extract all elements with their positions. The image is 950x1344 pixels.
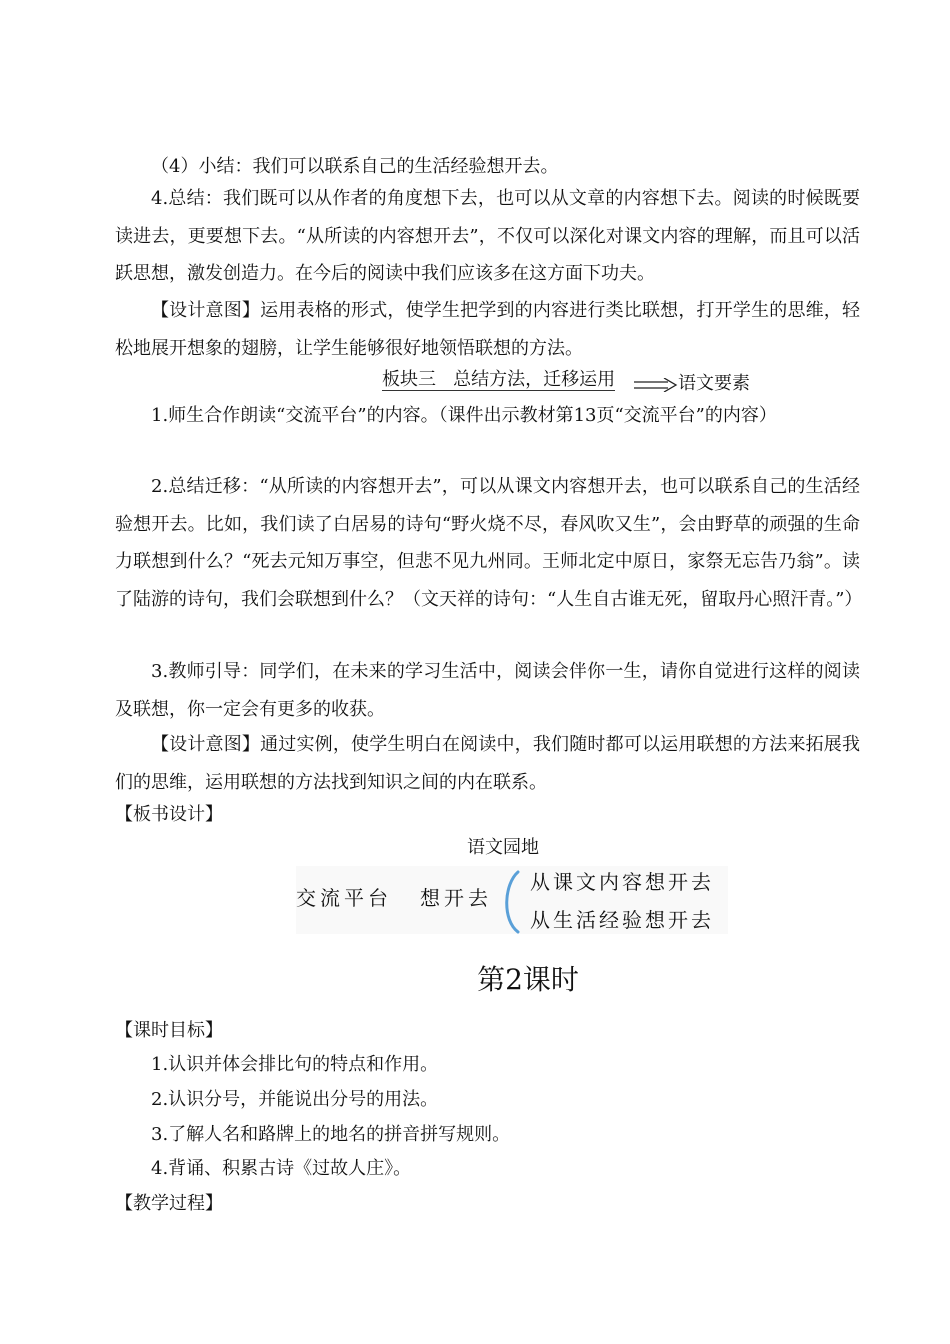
section-3-subtitle: 总结方法，迁移运用: [453, 369, 616, 390]
step-1-paragraph: 1.师生合作朗读“交流平台”的内容。（课件出示教材第13页“交流平台”的内容）: [151, 405, 777, 426]
section-3-tag: 语文要素: [678, 373, 750, 394]
board-title: 语文园地: [467, 837, 539, 858]
board-diagram: [296, 866, 728, 934]
lesson-goal-item: 2.认识分号，并能说出分号的用法。: [151, 1089, 439, 1110]
summary-line: （4）小结：我们可以联系自己的生活经验想开去。: [151, 156, 559, 177]
section-3-title: [382, 368, 615, 392]
conclusion-paragraph: 4.总结：我们既可以从作者的角度想下去，也可以从文章的内容想下去。阅读的时候既要读进去，更要想下去。“从所读的内容想开去”，不仅可以深化对课文内容的理解，而且可以活跃思想，激发创造力。在今后的阅读中我们应该多在这方面下功夫。: [115, 188, 860, 284]
board-design-heading: 【板书设计】: [115, 804, 223, 825]
lesson-goal-item: 3.了解人名和路牌上的地名的拼音拼写规则。: [151, 1124, 511, 1145]
double-arrow-icon: [634, 378, 678, 392]
section-3-label: 板块三: [382, 369, 436, 390]
board-left-label: 交流平台: [296, 886, 392, 910]
lesson-2-heading: 第2课时: [477, 963, 579, 996]
lesson-goals-heading: 【课时目标】: [115, 1020, 223, 1041]
design-intent-paragraph-1: 【设计意图】运用表格的形式，使学生把学到的内容进行类比联想，打开学生的思维，轻松地展开想象的翅膀，让学生能够很好地领悟联想的方法。: [115, 300, 860, 359]
step-3-paragraph: 3.教师引导：同学们，在未来的学习生活中，阅读会伴你一生，请你自觉进行这样的阅读及联想，你一定会有更多的收获。: [115, 661, 860, 720]
brace-icon: [494, 870, 524, 934]
lesson-goal-item: 1.认识并体会排比句的特点和作用。: [151, 1054, 439, 1075]
board-branch-2: 从生活经验想开去: [530, 908, 714, 932]
step-2-paragraph: 2.总结迁移：“从所读的内容想开去”，可以从课文内容想开去，也可以联系自己的生活经验想开去。比如，我们读了白居易的诗句“野火烧不尽，春风吹又生”，会由野草的顽强的生命力联想到什么？“死去元知万事空，但悲不见九州同。王师北定中原日，家祭无忘告乃翁”。读了陆游的诗句，我们会联想到什么？（文天祥的诗句：“人生自古谁无死，留取丹心照汗青。”）: [115, 476, 863, 610]
lesson-goal-item: 4.背诵、积累古诗《过故人庄》。: [151, 1158, 412, 1179]
design-intent-paragraph-2: 【设计意图】通过实例，使学生明白在阅读中，我们随时都可以运用联想的方法来拓展我们的思维，运用联想的方法找到知识之间的内在联系。: [115, 734, 860, 793]
board-middle-label: 想开去: [420, 886, 492, 910]
board-branch-1: 从课文内容想开去: [530, 870, 714, 894]
teaching-process-heading: 【教学过程】: [115, 1193, 223, 1214]
